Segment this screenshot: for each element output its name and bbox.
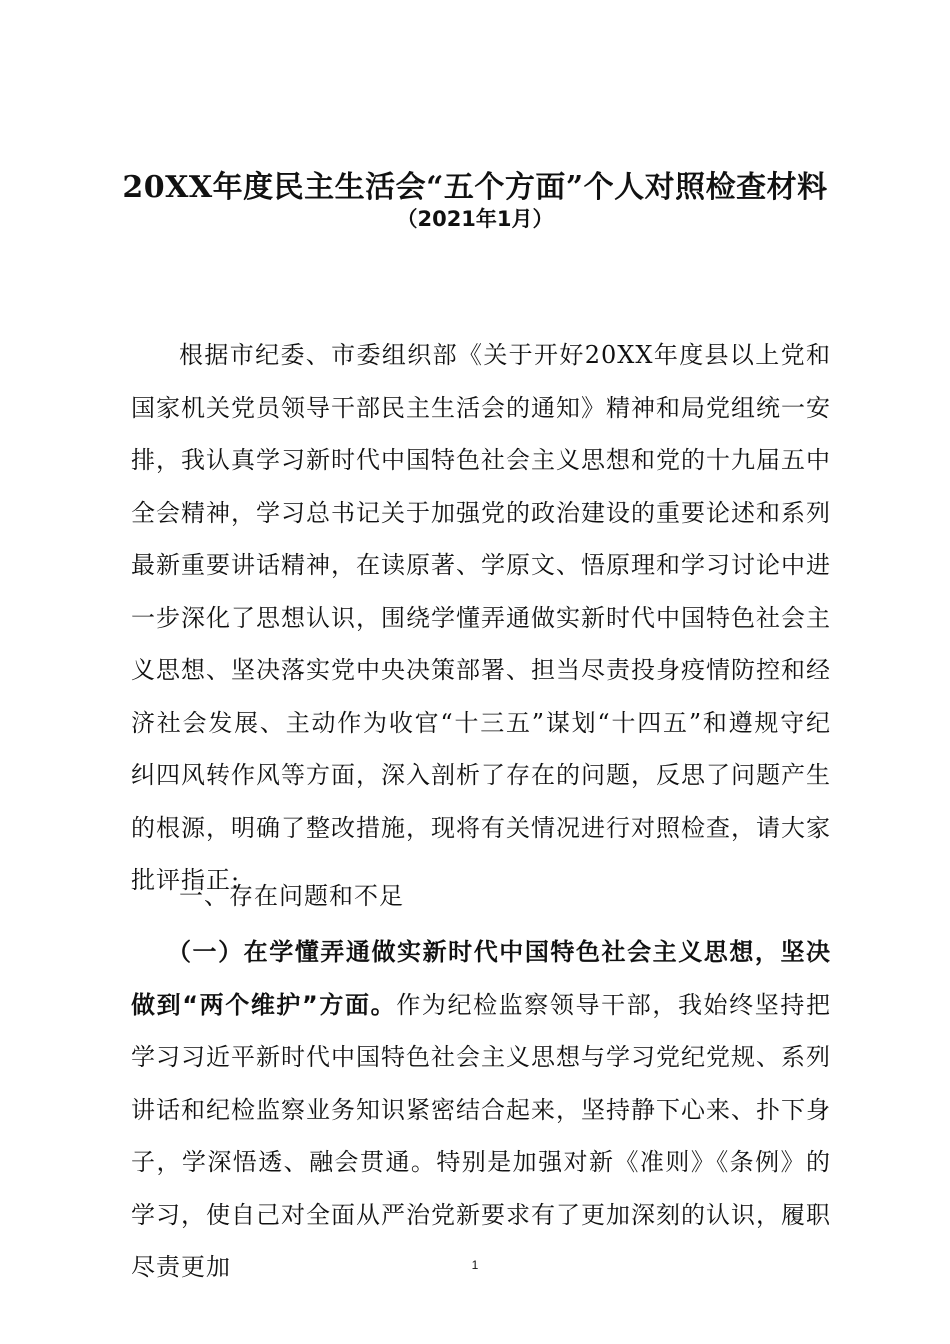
page-number: 1: [471, 1258, 479, 1272]
subsection-body: 作为纪检监察领导干部，我始终坚持把学习习近平新时代中国特色社会主义思想与学习党纪党规、系列讲话和纪检监察业务知识紧密结合起来，坚持静下心来、扑下身子，学深悟透、融会贯通。特别是加强对新《准则》《条例》的学习，使自己对全面从严治党新要求有了更加深刻的认识，履职尽责更加: [131, 990, 831, 1281]
document-title: 20XX年度民主生活会“五个方面”个人对照检查材料: [122, 170, 828, 205]
subsection-heading: （一）在学懂弄通做实新时代中国特色社会主义思想，坚决做到“两个维护”方面。: [131, 938, 831, 1019]
subsection-paragraph: [131, 926, 831, 1294]
document-date-subtitle: （2021年1月）: [396, 207, 554, 231]
intro-paragraph: 根据市纪委、市委组织部《关于开好20XX年度县以上党和国家机关党员领导干部民主生活会的通知》精神和局党组统一安排，我认真学习新时代中国特色社会主义思想和党的十九届五中全会精神，学习总书记关于加强党的政治建设的重要论述和系列最新重要讲话精神，在读原著、学原文、悟原理和学习讨论中进一步深化了思想认识，围绕学懂弄通做实新时代中国特色社会主义思想、坚决落实党中央决策部署、担当尽责投身疫情防控和经济社会发展、主动作为收官“十三五”谋划“十四五”和遵规守纪纠四风转作风等方面，深入剖析了存在的问题，反思了问题产生的根源，明确了整改措施，现将有关情况进行对照检查，请大家批评指正:: [131, 341, 831, 894]
section-heading: 一、存在问题和不足: [179, 882, 404, 910]
